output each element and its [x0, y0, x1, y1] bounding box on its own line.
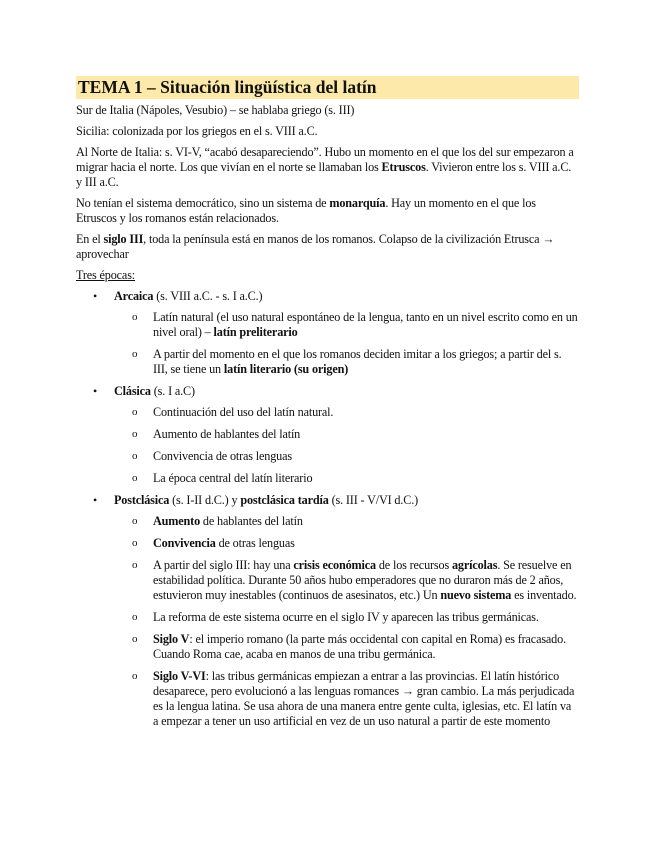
sub-item — [76, 449, 579, 464]
sub-item — [76, 471, 579, 486]
circle-bullet-icon: o — [132, 406, 138, 418]
text-run: Continuación del uso del latín natural. — [153, 405, 334, 419]
text-run: Al Norte de Italia: s. VI-V, “acabó desapareciendo”. Hubo un momento en el que los del sur empezaron a migrar hacia el norte. Los que vivían en el norte se llamaban los — [76, 145, 574, 174]
circle-bullet-icon: o — [132, 450, 138, 462]
text-run: de los recursos — [375, 558, 452, 572]
bold-text: monarquía — [329, 196, 386, 210]
sub-item-text — [153, 310, 578, 339]
epoch-label — [114, 384, 195, 398]
bold-text: latín literario (su origen) — [223, 362, 349, 376]
bold-text: Arcaica — [114, 289, 154, 303]
sub-item — [76, 347, 579, 377]
epoch-label — [114, 493, 418, 507]
text-run: . Vivieron entre los s. VIII a.C. y III a.C. — [76, 160, 572, 189]
paragraph — [76, 196, 579, 226]
epoch-subitems — [76, 405, 579, 486]
text-run: Latín natural (el uso natural espontáneo de la lengua, tanto en un nivel escrito como en un nivel oral) – — [153, 310, 578, 339]
sub-item — [76, 427, 579, 442]
sub-item — [76, 669, 579, 729]
text-run: de otras lenguas — [215, 536, 295, 550]
bullet-icon: • — [93, 289, 98, 303]
text-run: A partir del siglo III: hay una — [153, 558, 294, 572]
sub-item-text — [153, 536, 295, 550]
bold-text: Clásica — [114, 384, 151, 398]
circle-bullet-icon: o — [132, 311, 138, 323]
text-run: No tenían el sistema democrático, sino un sistema de — [76, 196, 330, 210]
bold-text: nuevo sistema — [440, 588, 512, 602]
sub-item — [76, 610, 579, 625]
paragraph — [76, 124, 579, 139]
epochs-heading: Tres épocas: — [76, 268, 136, 282]
sub-item-text — [153, 347, 562, 376]
circle-bullet-icon: o — [132, 670, 138, 682]
text-run: Sicilia: colonizada por los griegos en el s. VIII a.C. — [76, 124, 318, 138]
epoch-item — [76, 493, 579, 508]
bold-text: postclásica tardía — [240, 493, 329, 507]
epoch-item — [76, 289, 579, 304]
text-run: es inventado. — [511, 588, 577, 602]
text-run: A partir del momento en el que los romanos deciden imitar a los griegos; a partir del s. III, se tiene un — [153, 347, 562, 376]
sub-item-text — [153, 449, 292, 463]
bold-text: latín preliterario — [213, 325, 298, 339]
bold-text: agrícolas — [451, 558, 498, 572]
paragraph — [76, 103, 579, 118]
text-run: La época central del latín literario — [153, 471, 313, 485]
text-run: Aumento de hablantes del latín — [153, 427, 301, 441]
sub-item — [76, 514, 579, 529]
paragraph — [76, 232, 579, 262]
text-run: Sur de Italia (Nápoles, Vesubio) – se hablaba griego (s. III) — [76, 103, 355, 117]
bold-text: crisis económica — [293, 558, 376, 572]
text-run: La reforma de este sistema ocurre en el siglo IV y aparecen las tribus germánicas. — [153, 610, 539, 624]
text-run: (s. I-II d.C.) y — [169, 493, 241, 507]
sub-item-text — [153, 514, 303, 528]
text-run: de hablantes del latín — [200, 514, 303, 528]
bold-text: Siglo V — [153, 632, 190, 646]
epoch-item — [76, 384, 579, 399]
text-run: En el — [76, 232, 104, 246]
text-run: , toda la península está en manos de los romanos. Colapso de la civilización Etrusca → aprovechar — [76, 232, 555, 261]
sub-item-text — [153, 669, 574, 728]
sub-item-text — [153, 427, 300, 441]
intro-paragraphs — [76, 103, 579, 262]
sub-item-text — [153, 471, 312, 485]
bullet-icon: • — [93, 384, 98, 398]
epoch-subitems — [76, 310, 579, 377]
sub-item — [76, 632, 579, 662]
circle-bullet-icon: o — [132, 348, 138, 360]
text-run: : las tribus germánicas empiezan a entrar a las provincias. El latín histórico desaparece, pero evolucionó a las lenguas romances → gran cambio. La más perjudicada es la lengua latina. Se usa ahora de una manera entre gente culta, iglesias, etc. El latín va a empezar a tener un uso artificial en vez de un uso natural a partir de este momento — [153, 669, 575, 728]
text-run: : el imperio romano (la parte más occidental con capital en Roma) es fracasado. Cuando Roma cae, acaba en manos de una tribu germánica. — [153, 632, 566, 661]
page-title: TEMA 1 – Situación lingüística del latín — [76, 76, 579, 99]
sub-item-text — [153, 632, 566, 661]
sub-item — [76, 310, 579, 340]
paragraph — [76, 145, 579, 190]
bold-text: Convivencia — [153, 536, 216, 550]
circle-bullet-icon: o — [132, 559, 138, 571]
epochs-list — [76, 289, 579, 729]
sub-item-text — [153, 405, 333, 419]
circle-bullet-icon: o — [132, 472, 138, 484]
sub-item-text — [153, 558, 576, 602]
text-run: Convivencia de otras lenguas — [153, 449, 292, 463]
circle-bullet-icon: o — [132, 428, 138, 440]
bold-text: siglo III — [103, 232, 144, 246]
text-run: (s. III - V/VI d.C.) — [328, 493, 419, 507]
sub-item — [76, 536, 579, 551]
epoch-label — [114, 289, 262, 303]
bold-text: Siglo V-VI — [153, 669, 206, 683]
epoch-subitems — [76, 514, 579, 729]
text-run: (s. I a.C) — [150, 384, 195, 398]
circle-bullet-icon: o — [132, 515, 138, 527]
sub-item-text — [153, 610, 539, 624]
circle-bullet-icon: o — [132, 611, 138, 623]
sub-item — [76, 558, 579, 603]
bold-text: Aumento — [153, 514, 201, 528]
text-run: . Se resuelve en estabilidad política. Durante 50 años hubo emperadores que no duraron más de 2 años, estuvieron muy inestables (continuos de asesinatos, etc.) Un — [153, 558, 572, 602]
text-run: . Hay un momento en el que los Etruscos y los romanos están relacionados. — [76, 196, 536, 225]
text-run: (s. VIII a.C. - s. I a.C.) — [153, 289, 263, 303]
circle-bullet-icon: o — [132, 633, 138, 645]
bold-text: Postclásica — [114, 493, 170, 507]
circle-bullet-icon: o — [132, 537, 138, 549]
bullet-icon: • — [93, 493, 98, 507]
sub-item — [76, 405, 579, 420]
bold-text: Etruscos — [381, 160, 426, 174]
